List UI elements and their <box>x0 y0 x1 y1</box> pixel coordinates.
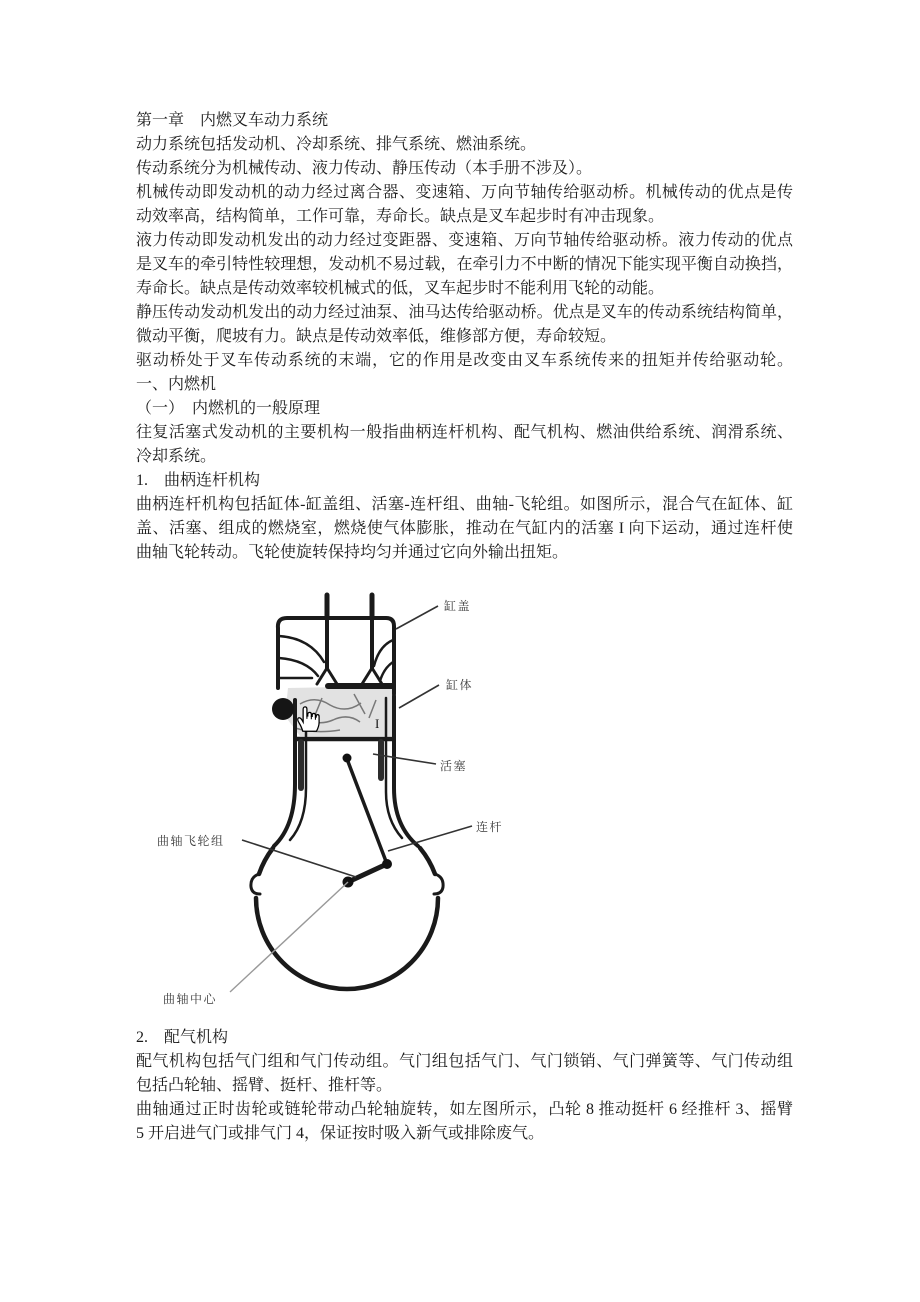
leader-crank-center <box>230 882 348 992</box>
paragraph-block-top <box>136 109 793 565</box>
text-line: 动力系统包括发动机、冷却系统、排气系统、燃油系统。 <box>136 136 537 153</box>
text-line: 5 开启进气门或排气门 4，保证按时吸入新气或排除废气。 <box>136 1125 545 1142</box>
text-line: 寿命长。缺点是传动效率较机械式的低，叉车起步时不能利用飞轮的动能。 <box>136 280 665 297</box>
label-cylinder-head: 缸盖 <box>444 599 472 613</box>
engine-diagram-figure[interactable] <box>150 588 560 1020</box>
label-piston: 活塞 <box>440 759 468 773</box>
text-line: 静压传动发动机发出的动力经过油泵、油马达传给驱动桥。优点是叉车的传动系统结构简单， <box>136 304 793 321</box>
text-line: 动效率高，结构简单，工作可靠，寿命长。缺点是叉车起步时有冲击现象。 <box>136 208 665 225</box>
label-crank-center: 曲轴中心 <box>163 992 218 1006</box>
text-line: 是叉车的牵引特性较理想，发动机不易过载，在牵引力不中断的情况下能实现平衡自动换挡， <box>136 256 793 273</box>
label-cylinder-block: 缸体 <box>446 678 474 692</box>
text-line: 往复活塞式发动机的主要机构一般指曲柄连杆机构、配气机构、燃油供给系统、润滑系统、 <box>136 424 793 441</box>
text-line: 曲轴通过正时齿轮或链轮带动凸轮轴旋转，如左图所示，凸轮 8 推动挺杆 6 经推杆 3、摇臂 <box>136 1101 793 1118</box>
text-line: 驱动桥处于叉车传动系统的末端，它的作用是改变由叉车系统传来的扭矩并传给驱动轮。 <box>136 352 793 369</box>
leader-cylinder-block <box>399 685 439 708</box>
text-line: 配气机构包括气门组和气门传动组。气门组包括气门、气门锁销、气门弹簧等、气门传动组 <box>136 1053 793 1070</box>
engine-cross-section <box>150 588 560 1020</box>
label-connecting-rod: 连杆 <box>476 820 504 834</box>
text-line: 2. 配气机构 <box>136 1029 229 1046</box>
crank-arm-line <box>348 864 387 882</box>
engine-outline <box>251 595 443 989</box>
text-line: 冷却系统。 <box>136 448 217 465</box>
crank-pin-dot <box>382 859 392 869</box>
text-line: 一、内燃机 <box>136 376 217 393</box>
text-line: 机械传动即发动机的动力经过离合器、变速箱、万向节轴传给驱动桥。机械传动的优点是传 <box>136 184 793 201</box>
text-line: 传动系统分为机械传动、液力传动、静压传动（本手册不涉及）。 <box>136 160 593 177</box>
leader-connecting-rod <box>388 826 472 851</box>
text-line: 1. 曲柄连杆机构 <box>136 472 261 489</box>
piston-pin-dot <box>343 754 352 763</box>
text-line: （一） 内燃机的一般原理 <box>136 400 321 417</box>
piston-roman-numeral: I <box>375 716 380 731</box>
leader-cylinder-head <box>396 606 438 629</box>
text-line: 第一章 内燃叉车动力系统 <box>136 112 329 129</box>
text-line: 曲轴飞轮转动。飞轮使旋转保持均匀并通过它向外输出扭矩。 <box>136 544 569 561</box>
text-line: 液力传动即发动机发出的动力经过变距器、变速箱、万向节轴传给驱动桥。液力传动的优点 <box>136 232 793 249</box>
paragraph-block-bottom <box>136 1026 793 1146</box>
text-line: 盖、活塞、组成的燃烧室，燃烧使气体膨胀，推动在气缸内的活塞 I 向下运动，通过连杆使 <box>136 520 793 537</box>
label-crank-flywheel-group: 曲轴飞轮组 <box>157 834 225 848</box>
text-line: 微动平衡，爬坡有力。缺点是传动效率低，维修部方便，寿命较短。 <box>136 328 617 345</box>
combustion-blob <box>272 698 294 720</box>
text-line: 曲柄连杆机构包括缸体-缸盖组、活塞-连杆组、曲轴-飞轮组。如图所示，混合气在缸体、缸 <box>136 496 793 513</box>
text-line: 包括凸轮轴、摇臂、挺杆、推杆等。 <box>136 1077 393 1094</box>
